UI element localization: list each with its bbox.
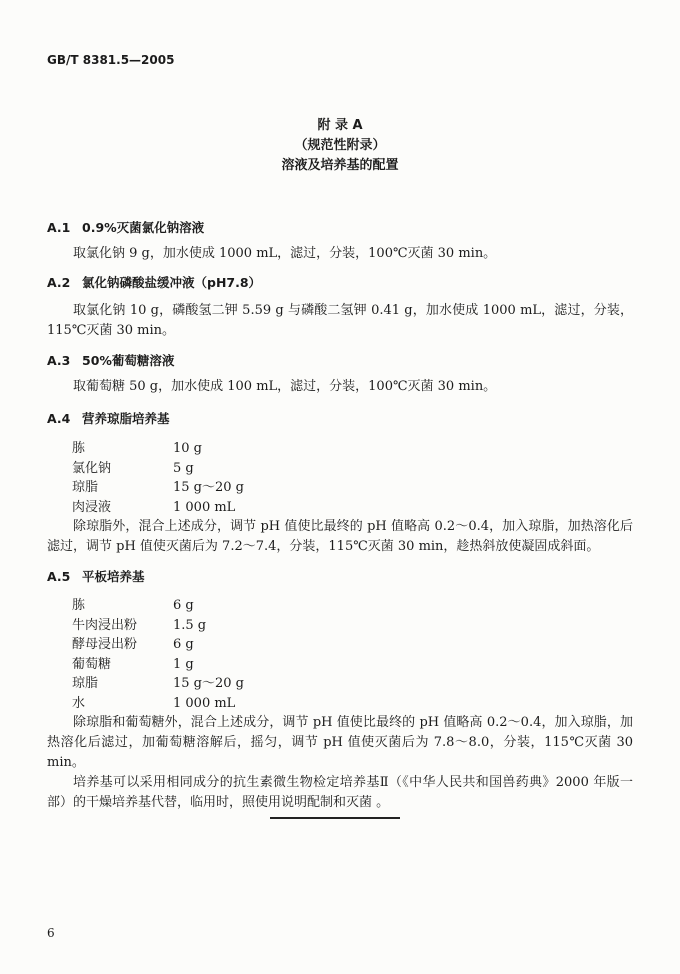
appendix-title: 附 录 A: [317, 118, 363, 133]
ingredient-name: 葡萄糖: [72, 656, 112, 672]
section-a3: [47, 351, 633, 397]
ingredient-amount: 10 g: [173, 441, 202, 456]
ingredient-amount: 1 g: [173, 656, 194, 672]
ingredient-name: 胨: [72, 598, 86, 613]
section-paragraph: 除琼脂外，混合上述成分，调节 pH 值使比最终的 pH 值略高 0.2～0.4，加入琼脂，加热溶化后滤过，调节 pH 值使灭菌后为 7.2～7.4，分装，115℃灭菌 30 min，趁热斜放使凝固成斜面。: [47, 519, 633, 554]
ingredient-name: 牛肉浸出粉: [72, 617, 138, 633]
section-paragraph: 除琼脂和葡萄糖外，混合上述成分，调节 pH 值使比最终的 pH 值略高 0.2～0.4，加入琼脂，加热溶化后滤过，加葡萄糖溶解后，摇匀，调节 pH 值使灭菌后为 7.8～8.0，分装，115℃灭菌 30 min。: [47, 715, 633, 770]
appendix-type: （规范性附录）: [294, 138, 386, 153]
ingredient-name: 胨: [72, 441, 86, 456]
section-a5: [47, 567, 633, 813]
standard-code: GB/T 8381.5—2005: [47, 53, 175, 67]
section-title: 50%葡萄糖溶液: [82, 353, 175, 368]
appendix-title-block: [0, 116, 680, 176]
ingredient-amount: 6 g: [173, 598, 194, 613]
section-heading: [47, 409, 633, 429]
section-title: 平板培养基: [82, 569, 145, 584]
ingredient-amount: 5 g: [173, 460, 194, 476]
section-a1: [47, 218, 633, 264]
section-title: 营养琼脂培养基: [82, 411, 170, 426]
ingredient-list: [72, 439, 633, 517]
ingredient-name: 琼脂: [72, 676, 99, 691]
section-paragraph: 取氯化钠 10 g，磷酸氢二钾 5.59 g 与磷酸二氢钾 0.41 g，加水使成 1000 mL，滤过，分装，115℃灭菌 30 min。: [47, 303, 633, 338]
appendix-content: [47, 218, 633, 813]
ingredient-list: [72, 596, 633, 713]
ingredient-row: [72, 655, 633, 675]
end-rule: [270, 817, 400, 819]
ingredient-row: [72, 459, 633, 479]
ingredient-name: 肉浸液: [72, 499, 112, 515]
section-paragraph: 培养基可以采用相同成分的抗生素微生物检定培养基Ⅱ（《中华人民共和国兽药典》2000 年版一部）的干燥培养基代替，临用时，照使用说明配制和灭菌 。: [47, 775, 633, 810]
section-number: A.3: [47, 353, 71, 368]
section-a4: [47, 409, 633, 557]
ingredient-amount: 1 000 mL: [173, 695, 236, 711]
appendix-subtitle: 溶液及培养基的配置: [281, 158, 399, 173]
ingredient-row: [72, 635, 633, 655]
ingredient-name: 水: [72, 695, 86, 711]
section-title: 氯化钠磷酸盐缓冲液（pH7.8）: [82, 275, 262, 290]
section-title: 0.9%灭菌氯化钠溶液: [82, 220, 205, 235]
section-number: A.4: [47, 411, 71, 426]
section-heading: [47, 567, 633, 587]
section-heading: [47, 218, 633, 238]
section-number: A.2: [47, 275, 71, 290]
section-paragraph: 取氯化钠 9 g，加水使成 1000 mL，滤过，分装，100℃灭菌 30 min。: [73, 246, 497, 261]
ingredient-amount: 1.5 g: [173, 617, 207, 633]
ingredient-amount: 1 000 mL: [173, 499, 236, 515]
ingredient-name: 氯化钠: [72, 460, 112, 476]
ingredient-name: 琼脂: [72, 480, 99, 495]
ingredient-amount: 6 g: [173, 637, 194, 652]
ingredient-amount: 15 g～20 g: [173, 480, 244, 495]
ingredient-amount: 15 g～20 g: [173, 676, 244, 691]
ingredient-row: [72, 596, 633, 616]
section-paragraph: 取葡萄糖 50 g，加水使成 100 mL，滤过，分装，100℃灭菌 30 min。: [73, 379, 497, 394]
section-a2: [47, 273, 633, 341]
ingredient-row: [72, 439, 633, 459]
ingredient-row: [72, 478, 633, 498]
section-number: A.1: [47, 220, 71, 235]
section-number: A.5: [47, 569, 71, 584]
ingredient-row: [72, 498, 633, 518]
ingredient-row: [72, 616, 633, 636]
ingredient-name: 酵母浸出粉: [72, 637, 138, 652]
page-number: 6: [47, 926, 55, 940]
section-heading: [47, 273, 633, 293]
ingredient-row: [72, 694, 633, 714]
section-heading: [47, 351, 633, 371]
ingredient-row: [72, 674, 633, 694]
